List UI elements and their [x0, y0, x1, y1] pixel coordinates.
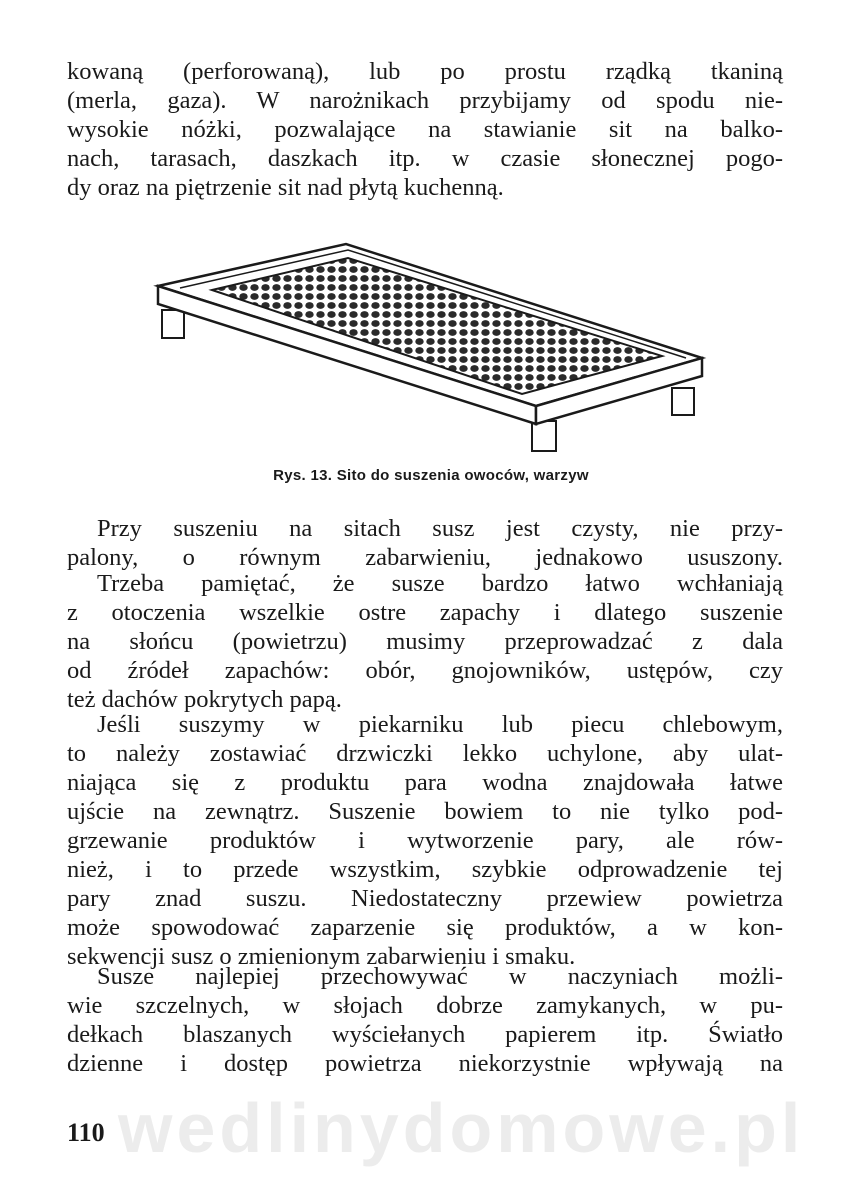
paragraph-1 — [67, 57, 783, 202]
text-line: ujście na zewnątrz. Suszenie bowiem to nie tylko pod- — [67, 798, 783, 825]
text-line: nież, i to przede wszystkim, szybkie odprowadzenie tej — [67, 856, 783, 883]
paragraph-5 — [67, 962, 783, 1078]
text-line: od źródeł zapachów: obór, gnojowników, ustępów, czy — [67, 657, 783, 684]
text-line: dy oraz na piętrzenie sit nad płytą kuchenną. — [67, 174, 504, 201]
text-line: może spowodować zaparzenie się produktów, a w kon- — [67, 914, 783, 941]
text-line: to należy zostawiać drzwiczki lekko uchylone, aby ulat- — [67, 740, 783, 767]
paragraph-2 — [67, 514, 783, 572]
page-number: 110 — [67, 1118, 105, 1147]
text-line: Trzeba pamiętać, że susze bardzo łatwo wchłaniają — [97, 570, 783, 597]
text-line: wie szczelnych, w słojach dobrze zamykanych, w pu- — [67, 992, 783, 1019]
text-line: na słońcu (powietrzu) musimy przeprowadzać z dala — [67, 628, 783, 655]
drying-sieve-illustration — [150, 238, 720, 463]
text-line: też dachów pokrytych papą. — [67, 686, 342, 713]
text-line: Jeśli suszymy w piekarniku lub piecu chlebowym, — [97, 711, 783, 738]
watermark: wedlinydomowe.pl — [118, 1089, 805, 1167]
text-line: palony, o równym zabarwieniu, jednakowo ususzony. — [67, 544, 783, 571]
text-line: pary znad suszu. Niedostateczny przewiew powietrza — [67, 885, 783, 912]
text-line: sekwencji susz o zmienionym zabarwieniu i smaku. — [67, 943, 576, 970]
text-line: kowaną (perforowaną), lub po prostu rządką tkaniną — [67, 58, 783, 85]
text-line: nach, tarasach, daszkach itp. w czasie słonecznej pogo- — [67, 145, 783, 172]
text-line: wysokie nóżki, pozwalające na stawianie sit na balko- — [67, 116, 783, 143]
text-line: niająca się z produktu para wodna znajdowała łatwe — [67, 769, 783, 796]
paragraph-4 — [67, 710, 783, 971]
text-line: z otoczenia wszelkie ostre zapachy i dlatego suszenie — [67, 599, 783, 626]
paragraph-3 — [67, 569, 783, 714]
text-line: Susze najlepiej przechowywać w naczyniach możli- — [97, 963, 783, 990]
text-line: grzewanie produktów i wytworzenie pary, ale rów- — [67, 827, 783, 854]
figure-caption: Rys. 13. Sito do suszenia owoców, warzyw — [273, 467, 589, 484]
text-line: Przy suszeniu na sitach susz jest czysty, nie przy- — [97, 515, 783, 542]
text-line: dełkach blaszanych wyściełanych papierem itp. Światło — [67, 1021, 783, 1048]
text-line: (merla, gaza). W narożnikach przybijamy od spodu nie- — [67, 87, 783, 114]
text-line: dzienne i dostęp powietrza niekorzystnie wpływają na — [67, 1050, 783, 1077]
